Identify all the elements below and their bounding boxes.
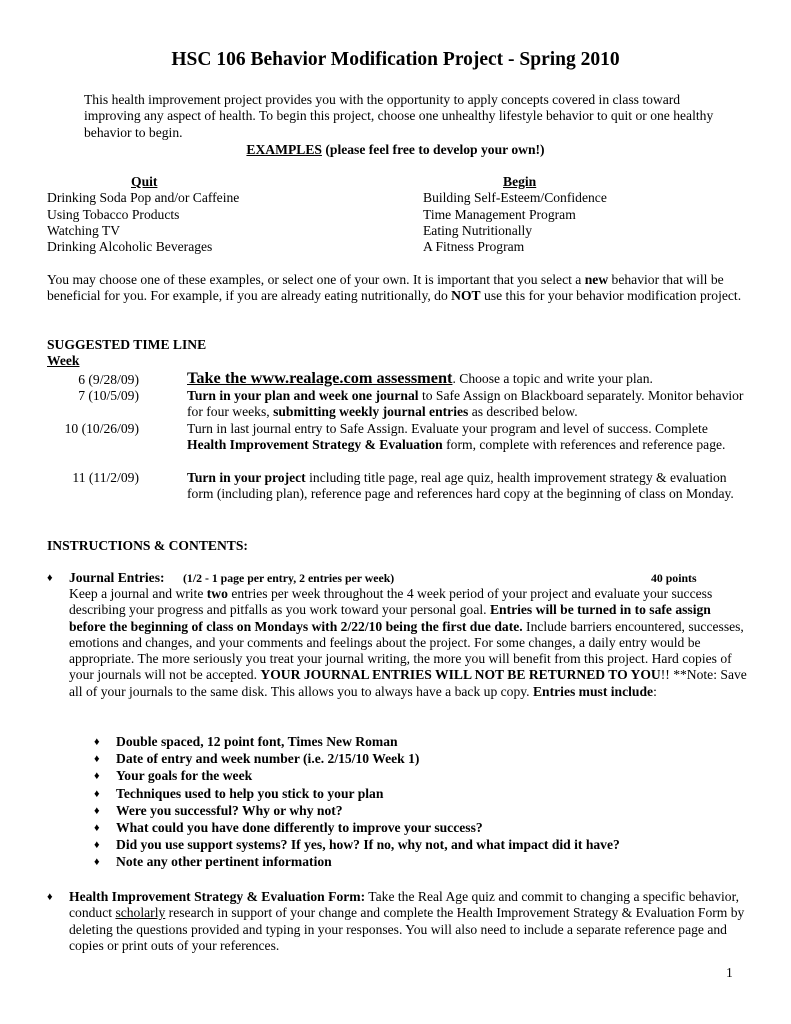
diamond-bullet-icon: ♦ — [94, 736, 100, 748]
instructions-heading: INSTRUCTIONS & CONTENTS: — [47, 538, 248, 553]
journal-section — [47, 570, 749, 700]
list-item-text: Your goals for the week — [116, 768, 253, 784]
choose-text: behavior that will be beneficial for you. For example, if you are already eating nutritionally, do — [47, 272, 724, 304]
quit-item: Watching TV — [47, 222, 121, 238]
timeline-text: form, complete with references and reference page. — [442, 437, 726, 453]
intro-paragraph: This health improvement project provides you with the opportunity to apply concepts covered in class toward improving any aspect of health. To begin this project, choose one unhealthy lifestyle behavior to quit or one healthy behavior to begin. — [84, 92, 714, 140]
list-item — [94, 820, 714, 837]
timeline-description — [187, 370, 749, 387]
diamond-bullet-icon: ♦ — [47, 572, 53, 584]
timeline-text: Turn in last journal entry to Safe Assign. Evaluate your program and level of success. Complete — [187, 421, 708, 436]
realage-link[interactable]: Take the www.realage.com assessment — [187, 368, 453, 387]
list-item-text: Note any other pertinent information — [116, 854, 332, 870]
health-text: Take the Real Age quiz and commit to changing a specific behavior, conduct — [69, 889, 739, 921]
diamond-bullet-icon: ♦ — [94, 804, 100, 817]
timeline-bold: Turn in your plan and week one journal — [187, 388, 419, 403]
timeline-week: 6 (9/28/09) — [78, 372, 139, 387]
begin-item: Eating Nutritionally — [423, 222, 533, 238]
journal-subtitle: (1/2 - 1 page per entry, 2 entries per week) — [183, 571, 395, 585]
diamond-bullet-icon: ♦ — [94, 770, 100, 783]
timeline-week: 11 (11/2/09) — [72, 470, 139, 485]
quit-item: Drinking Soda Pop and/or Caffeine — [47, 190, 240, 206]
list-item — [94, 786, 714, 803]
choose-text: You may choose one of these examples, or select one of your own. It is important that you select a — [47, 272, 585, 287]
begin-heading: Begin — [503, 174, 537, 189]
journal-bold: two — [206, 586, 228, 601]
timeline-week: 7 (10/5/09) — [78, 388, 139, 403]
list-item — [94, 768, 714, 785]
journal-text: : — [653, 683, 657, 699]
timeline-text: including title page, real age quiz, health improvement strategy & evaluation form (including plan), reference page and references hard copy at the beginning of class on Monday. — [187, 470, 734, 502]
timeline-text: . Choose a topic and write your plan. — [452, 371, 653, 386]
timeline-text: as described below. — [468, 404, 578, 420]
choose-paragraph — [47, 272, 749, 305]
journal-bold: Entries must include — [532, 683, 654, 699]
begin-item: A Fitness Program — [423, 239, 525, 255]
journal-text: Include barriers encountered, successes, emotions and changes, and your comments and feelings about the project. For some changes, a daily entry would be appropriate. The more seriously you treat your journal writing, the more you will benefit from this project. Hard copies of your journals will not be accepted. — [69, 618, 744, 683]
list-item — [94, 751, 714, 768]
examples-note: (please feel free to develop your own!) — [321, 142, 545, 157]
journal-bold: YOUR JOURNAL ENTRIES WILL NOT BE RETURNED TO YOU — [260, 667, 661, 683]
diamond-bullet-icon: ♦ — [94, 856, 100, 869]
health-section — [47, 889, 749, 954]
choose-text: use this for your behavior modification project. — [480, 288, 742, 304]
choose-emphasis: NOT — [451, 288, 481, 304]
health-underline: scholarly — [115, 905, 166, 921]
journal-bold: Entries will be turned in to safe assign before the beginning of class on Mondays with 2/22/10 being the first due date. — [69, 602, 711, 634]
diamond-bullet-icon: ♦ — [47, 891, 53, 903]
timeline-week: 10 (10/26/09) — [64, 421, 139, 436]
quit-item: Using Tobacco Products — [47, 206, 180, 222]
list-item-text: Did you use support systems? If yes, how? If no, why not, and what impact did it have? — [116, 837, 620, 853]
list-item-text: Date of entry and week number (i.e. 2/15/10 Week 1) — [116, 751, 420, 767]
quit-column — [47, 174, 387, 255]
list-item-text: Techniques used to help you stick to your plan — [116, 785, 384, 801]
list-item-text: Were you successful? Why or why not? — [116, 802, 343, 818]
timeline-text: to Safe Assign on Blackboard separately. Monitor behavior for four weeks, — [187, 388, 744, 420]
list-item-text: Double spaced, 12 point font, Times New Roman — [116, 734, 398, 749]
begin-column — [423, 174, 753, 255]
timeline-bold: Health Improvement Strategy & Evaluation — [187, 437, 443, 453]
diamond-bullet-icon: ♦ — [94, 787, 100, 800]
diamond-bullet-icon: ♦ — [94, 839, 100, 852]
begin-item: Building Self-Esteem/Confidence — [423, 190, 607, 206]
page-number: 1 — [726, 965, 733, 980]
timeline-description — [187, 470, 749, 503]
journal-text: entries per week throughout the 4 week period of your project and evaluate your success describing your progress and pitfalls as you work toward your personal goal. — [69, 586, 713, 618]
journal-points: 40 points — [651, 571, 697, 585]
quit-heading: Quit — [131, 174, 158, 189]
list-item — [94, 734, 714, 751]
entries-checklist — [94, 734, 714, 872]
examples-label: EXAMPLES — [246, 142, 322, 157]
week-heading: Week — [47, 353, 80, 368]
list-item — [94, 854, 714, 871]
journal-text: Keep a journal and write — [69, 586, 207, 601]
journal-body — [69, 586, 749, 700]
timeline-bold: Turn in your project — [187, 470, 306, 485]
diamond-bullet-icon: ♦ — [94, 821, 100, 834]
list-item — [94, 837, 714, 854]
health-text: research in support of your change and complete the Health Improvement Strategy & Evaluation Form by deleting the questions provided and typing in your responses. You will also need to include a separate reference page and copies or print outs of your references. — [69, 905, 745, 953]
examples-heading — [0, 142, 791, 158]
health-title: Health Improvement Strategy & Evaluation Form: — [69, 889, 366, 904]
journal-text: !! **Note: Save all of your journals to the same disk. This allows you to always have a back up copy. — [69, 667, 747, 699]
health-body — [69, 889, 749, 954]
timeline-description — [187, 421, 749, 454]
journal-title: Journal Entries: — [69, 570, 165, 585]
list-item — [94, 803, 714, 820]
timeline-description — [187, 388, 749, 421]
quit-item: Drinking Alcoholic Beverages — [47, 239, 213, 255]
timeline-bold: submitting weekly journal entries — [273, 404, 469, 420]
timeline-heading: SUGGESTED TIME LINE — [47, 337, 207, 352]
diamond-bullet-icon: ♦ — [94, 753, 100, 766]
document-title: HSC 106 Behavior Modification Project - Spring 2010 — [171, 49, 620, 70]
choose-emphasis: new — [584, 272, 609, 287]
begin-item: Time Management Program — [423, 206, 576, 222]
list-item-text: What could you have done differently to improve your success? — [116, 819, 483, 835]
